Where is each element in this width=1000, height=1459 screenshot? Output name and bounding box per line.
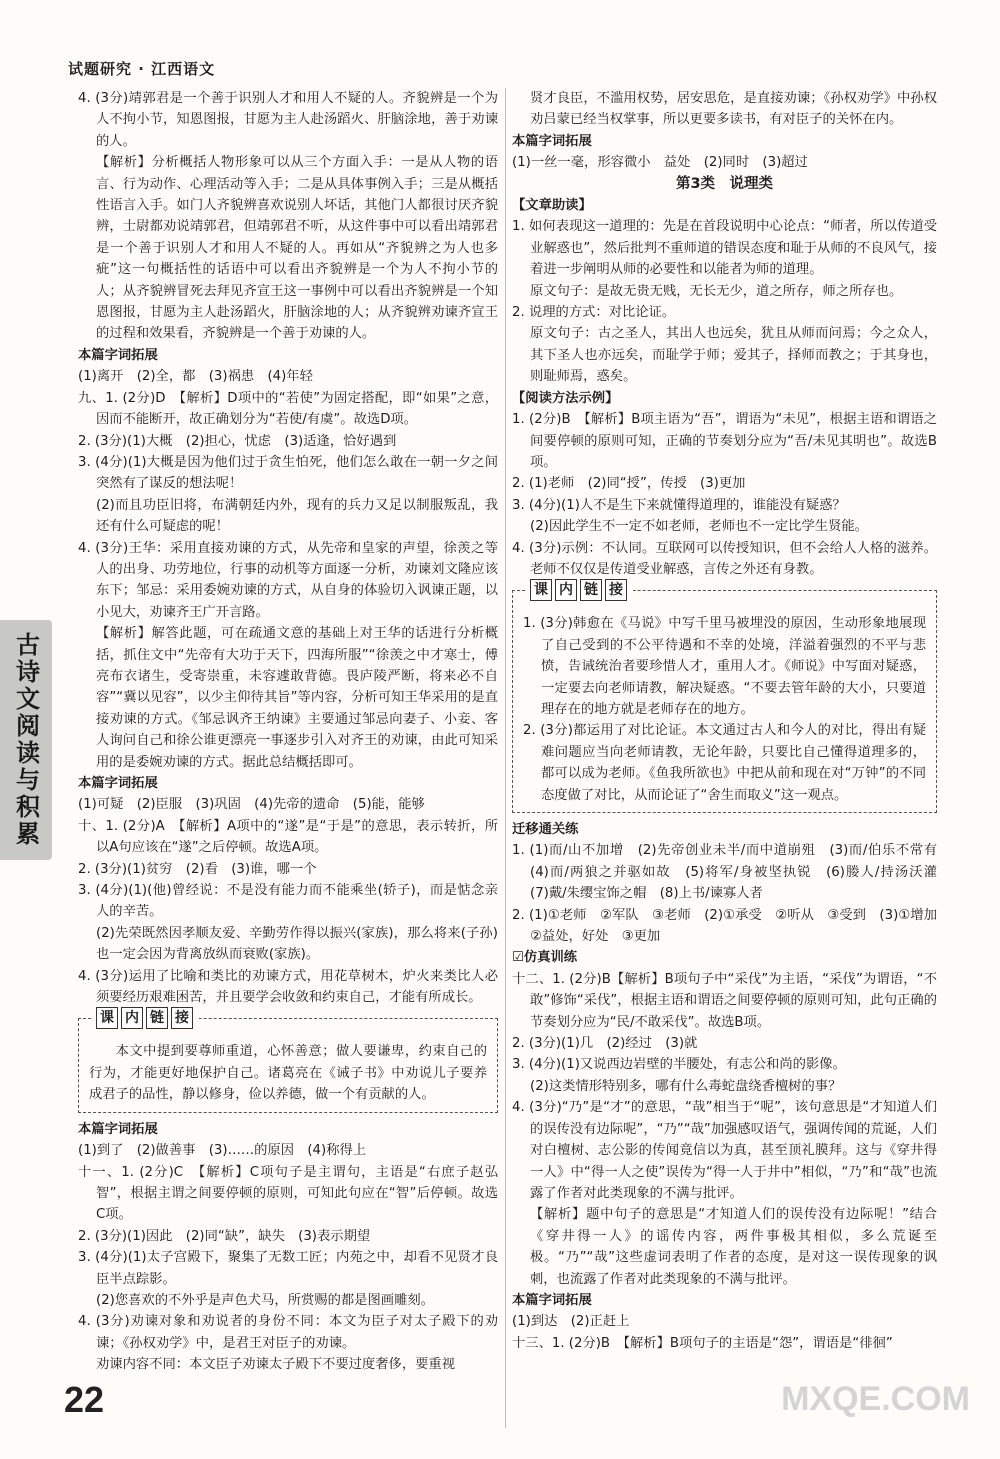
vocab-line: (1)离开 (2)全，都 (3)祸患 (4)年轻 <box>78 369 313 385</box>
section-heading: 【文章助读】 <box>512 198 592 214</box>
answer-item: 3. (4分)(1)太子宫殿下，聚集了无数工匠；内苑之中，却看不见贤才良臣半点踪影。 <box>78 1250 498 1287</box>
right-column <box>512 88 951 1354</box>
answer-subitem: (2)而且功臣旧将，布满朝廷内外，现有的兵力又足以制服叛乱，我还有什么可疑虑的呢！ <box>96 497 498 535</box>
side-tab-label: 古诗文阅读与积累 <box>11 632 41 848</box>
answer-item: 3. (4分)(1)又说西边岩壁的半腰处，有志公和尚的影像。 <box>512 1057 846 1073</box>
category-title: 第3类 说理类 <box>675 175 774 192</box>
left-column <box>78 88 498 1376</box>
answer-item: 2. (3分)(1)大概 (2)担心，忧虑 (3)适逢，恰好遇到 <box>78 433 397 449</box>
section-heading: 【阅读方法示例】 <box>512 390 619 406</box>
link-title-char: 接 <box>171 1007 193 1029</box>
vocab-line: (1)到了 (2)做善事 (3)……的原因 (4)称得上 <box>78 1143 367 1159</box>
answer-item: 4. (3分)示例：不认同。互联网可以传授知识，但不会给人人格的滋养。老师不仅仅是传道受业解惑，言传之外还有身教。 <box>512 540 937 577</box>
answer-item: 十三、1. (2分)B 【解析】B项句子的主语是“怨”，谓语是“徘徊” <box>512 1335 893 1351</box>
page-number: 22 <box>64 1379 105 1420</box>
answer-item: 十、1. (2分)A 【解析】A项中的“遂”是“于是”的意思，表示转折，所以A句应该在“遂”之后停顿。故选A项。 <box>78 818 498 856</box>
in-class-link-box <box>512 582 937 813</box>
section-heading: 本篇字词拓展 <box>78 776 158 791</box>
answer-item: 2. (3分)(1)贫穷 (2)看 (3)谁，哪一个 <box>78 861 317 877</box>
answer-subitem: 原文句子：是故无贵无贱，无长无少，道之所存，师之所存也。 <box>530 283 903 299</box>
analysis-text: 【解析】题中句子的意思是“才知道人们的误传没有边际呢！”结合《穿井得一人》的谣传内容，两件事极其相似，多么荒诞至极。“乃”“哉”这些虚词表明了作者的态度，是对这一误传现象的讽刺，也流露了作者对此类现象的不满与批评。 <box>530 1207 937 1287</box>
answer-item: 1. (2分)B 【解析】B项主语为“吾”，谓语为“未见”，根据主语和谓语之间要停顿的原则可知，正确的节奏划分应为“吾/未见其明也”。故选B项。 <box>512 412 937 470</box>
answer-item: 九、1. (2分)D 【解析】D项中的“若使”为固定搭配，即“如果”之意，因而不能断开，故正确划分为“若使/有虞”。故选D项。 <box>78 390 498 428</box>
answer-item: 2. (1)①老师 ②军队 ③老师 (2)①承受 ②听从 ③受到 (3)①增加 ②益处，好处 ③更加 <box>512 907 951 945</box>
watermark-logo: MXQE.COM <box>781 1380 970 1418</box>
answer-item: 3. (4分)(1)大概是因为他们过于贪生怕死，他们怎么敢在一朝一夕之间突然有了谋反的想法呢！ <box>78 454 498 492</box>
section-heading: 本篇字词拓展 <box>512 1292 592 1308</box>
answer-item: 1. 如何表现这一道理的：先是在首段说明中心论点：“师者，所以传道受业解惑也”，然后批判不重师道的错误态度和耻于从师的不良风气，接着进一步阐明从师的必要性和以能者为师的道理。 <box>512 219 937 278</box>
answer-item: 4. (3分)靖郭君是一个善于识别人才和用人不疑的人。齐貌辨是一个为人不拘小节，知恩图报，甘愿为主人赴汤蹈火、肝脑涂地，善于劝谏的人。 <box>78 91 498 149</box>
page-header: 试题研究 · 江西语文 <box>68 60 216 78</box>
answer-item: 3. (4分)(1)人不是生下来就懂得道理的，谁能没有疑惑？ <box>512 497 846 513</box>
link-box-text: 1. (3分)韩愈在《马说》中写千里马被埋没的原因，生动形象地展现了自己受到的不公平待遇和不幸的处境，洋溢着强烈的不平与悲愤，告诫统治者要珍惜人才，重用人才。《师说》中写面对疑惑，一定要去向老师请教，解决疑惑。“不要去管年龄的大小，只要道理存在的地方就是老师存在的地方。 <box>523 616 926 717</box>
answer-subitem: (2)这类情形特别多，哪有什么毒蛇盘绕香檀树的事？ <box>530 1078 842 1094</box>
section-heading: 本篇字词拓展 <box>78 347 158 363</box>
answer-item: 2. (3分)(1)因此 (2)同“缺”，缺失 (3)表示期望 <box>78 1228 371 1244</box>
analysis-text: 【解析】解答此题，可在疏通文意的基础上对王华的话进行分析概括，抓住文中“先帝有大功于天下，四海所服”“徐羡之中才寒士，傅亮布衣诸生，受寄崇重，未容遽敢背德。畏庐陵严断，将来必不自容”“冀以见容”，以少主仰待其旨”等内容，分析可知王华采用的是直接劝谏的方式。《邹忌讽齐王纳谏》主要通过邹忌向妻子、小妾、客人询问自己和徐公谁更漂亮一事逐步引入对齐王的劝谏，由此可知采用的是委婉劝谏的方式。据此总结概括即可。 <box>96 626 498 770</box>
analysis-text: 【解析】分析概括人物形象可以从三个方面入手：一是从人物的语言、行为动作、心理活动等入手；二是从具体事例入手；三是从概括性语言入手。如门人齐貌辨喜欢说别人坏话，其他门人都很讨厌齐貌辨，士尉都劝说靖郭君，但靖郭君不听，从这件事中可以看出靖郭君是一个善于识别人才和用人不疑的人。再如从“齐貌辨之为人也多疵”这一句概括性的话语中可以看出齐貌辨是一个为人不拘小节的人；从齐貌辨冒死去拜见齐宣王这一事例中可以看出齐貌辨是一个知恩图报，甘愿为主人赴汤蹈火，肝脑涂地的人；从齐貌辨劝谏齐宣王的过程和效果看，齐貌辨是一个善于劝谏的人。 <box>96 155 498 342</box>
answer-item: 2. (1)老师 (2)同“授”，传授 (3)更加 <box>512 476 746 492</box>
answer-item: 2. (3分)(1)几 (2)经过 (3)就 <box>512 1036 698 1052</box>
section-heading: 本篇字词拓展 <box>78 1121 158 1137</box>
link-title-char: 链 <box>146 1007 168 1029</box>
answer-subitem: (2)先荣既然因孝顺友爱、辛勤劳作得以振兴(家族)，那么将来(子孙)也一定会因为背离放纵而衰败(家族)。 <box>96 925 498 963</box>
in-class-link-box <box>78 1010 498 1112</box>
vocab-line: (1)可疑 (2)臣服 (3)巩固 (4)先帝的遗命 (5)能，能够 <box>78 797 425 813</box>
section-heading: 本篇字词拓展 <box>512 133 592 149</box>
column-divider <box>505 88 506 1428</box>
answer-item: 2. 说理的方式：对比论证。 <box>512 305 676 321</box>
vocab-line: (1)到达 (2)正赶上 <box>512 1314 630 1330</box>
answer-item: 3. (4分)(1)(他)曾经说：不是没有能力而不能乘坐(轿子)，而是惦念亲人的辛苦。 <box>78 883 498 920</box>
link-title-char: 内 <box>121 1007 143 1029</box>
link-title-char: 课 <box>96 1007 118 1029</box>
link-box-text: 2. (3分)都运用了对比论证。本文通过古人和今人的对比，得出有疑难问题应当向老师请教，无论年龄，只要比自己懂得道理多的，都可以成为老师。《鱼我所欲也》中把从前和现在对“万钟”的不同态度做了对比，从而论证了“舍生而取义”这一观点。 <box>523 723 926 803</box>
vocab-line: (1)一丝一毫，形容微小 益处 (2)同时 (3)超过 <box>512 155 808 171</box>
answer-subitem: (2)因此学生不一定不如老师，老师也不一定比学生贤能。 <box>530 519 868 535</box>
link-box-text: 本文中提到要尊师重道，心怀善意；做人要谦卑，约束自己的行为，才能更好地保护自己。诸葛亮在《诫子书》中劝说儿子要养成君子的品性，静以修身，俭以养德，做一个有贡献的人。 <box>89 1044 487 1103</box>
answer-item: 4. (3分)“乃”是“才”的意思，“哉”相当于“呢”，该句意思是“才知道人们的误传没有边际呢”，“乃”“哉”加强感叹语气，强调传闻的荒诞，人们对白檀树、志公影的传闻竟信以为真，甚至顶礼膜拜。这与《穿井得一人》中“得一人之使”误传为“得一人于井中”相似，“乃”和“哉”也流露了作者对此类现象的不满与批评。 <box>512 1100 937 1201</box>
link-title-char: 链 <box>580 579 602 601</box>
answer-subitem: 劝谏内容不同：本文臣子劝谏太子殿下不要过度奢侈，要重视 <box>96 1357 456 1373</box>
answer-item: 4. (3分)劝谏对象和劝说者的身份不同：本文为臣子对太子殿下的劝谏；《孙权劝学》中，是君王对臣子的劝谏。 <box>78 1314 498 1351</box>
answer-subitem: 原文句子：古之圣人，其出人也远矣，犹且从师而问焉；今之众人，其下圣人也亦远矣，而耻学于师；爱其子，择师而教之；于其身也，则耻师焉，惑矣。 <box>530 326 937 385</box>
section-heading <box>512 947 937 968</box>
link-title-char: 内 <box>555 579 577 601</box>
answer-item: 1. (1)而/山不加增 (2)先帝创业未半/而中道崩殂 (3)而/伯乐不常有 (4)而/两狼之并驱如故 (5)将军/身被坚执锐 (6)媵人/持汤沃灌 (7)戴/朱缨宝饰之帽 (8)上书/谏寡人者 <box>512 843 951 902</box>
section-heading-text: 仿真训练 <box>523 950 578 966</box>
section-side-tab <box>0 620 52 860</box>
in-class-link-title <box>527 579 633 601</box>
answer-item: 十一、1. (2分)C 【解析】C项句子是主谓句，主语是“右庶子赵弘智”，根据主谓之间要停顿的原则，可知此句应在“智”后停顿。故选C项。 <box>78 1164 498 1223</box>
answer-subitem: (2)您喜欢的不外乎是声色犬马，所赏赐的都是图画雕刻。 <box>96 1292 434 1308</box>
answer-subitem: 贤才良臣，不滥用权势，居安思危，是直接劝谏；《孙权劝学》中孙权劝吕蒙已经当权掌事，所以更要多读书，有对臣子的关怀在内。 <box>530 91 937 128</box>
section-heading: 迁移通关练 <box>512 822 579 837</box>
answer-item: 十二、1. (2分)B【解析】B项句子中“采伐”为主语，“采伐”为谓语，“不敢”修饰“采伐”，根据主语和谓语之间要停顿的原则可知，此句正确的节奏划分应为“民/不敢采伐”。故选B项。 <box>512 971 937 1030</box>
checkbox-icon: ☑ <box>512 950 524 966</box>
answer-item: 4. (3分)王华：采用直接劝谏的方式，从先帝和皇家的声望，徐羡之等人的出身、功劳地位，行事的动机等方面逐一分析，劝谏刘文隆应该东下；邹忌：采用委婉劝谏的方式，从自身的体验切入讽谏正题，以小见大，劝谏齐王广开言路。 <box>78 540 498 620</box>
answer-item: 4. (3分)运用了比喻和类比的劝谏方式，用花草树木，炉火来类比人必须要经历艰难困苦，并且要学会收敛和约束自己，才能有所成长。 <box>78 968 498 1006</box>
link-title-char: 接 <box>605 579 627 601</box>
in-class-link-title <box>93 1007 199 1029</box>
link-title-char: 课 <box>530 579 552 601</box>
